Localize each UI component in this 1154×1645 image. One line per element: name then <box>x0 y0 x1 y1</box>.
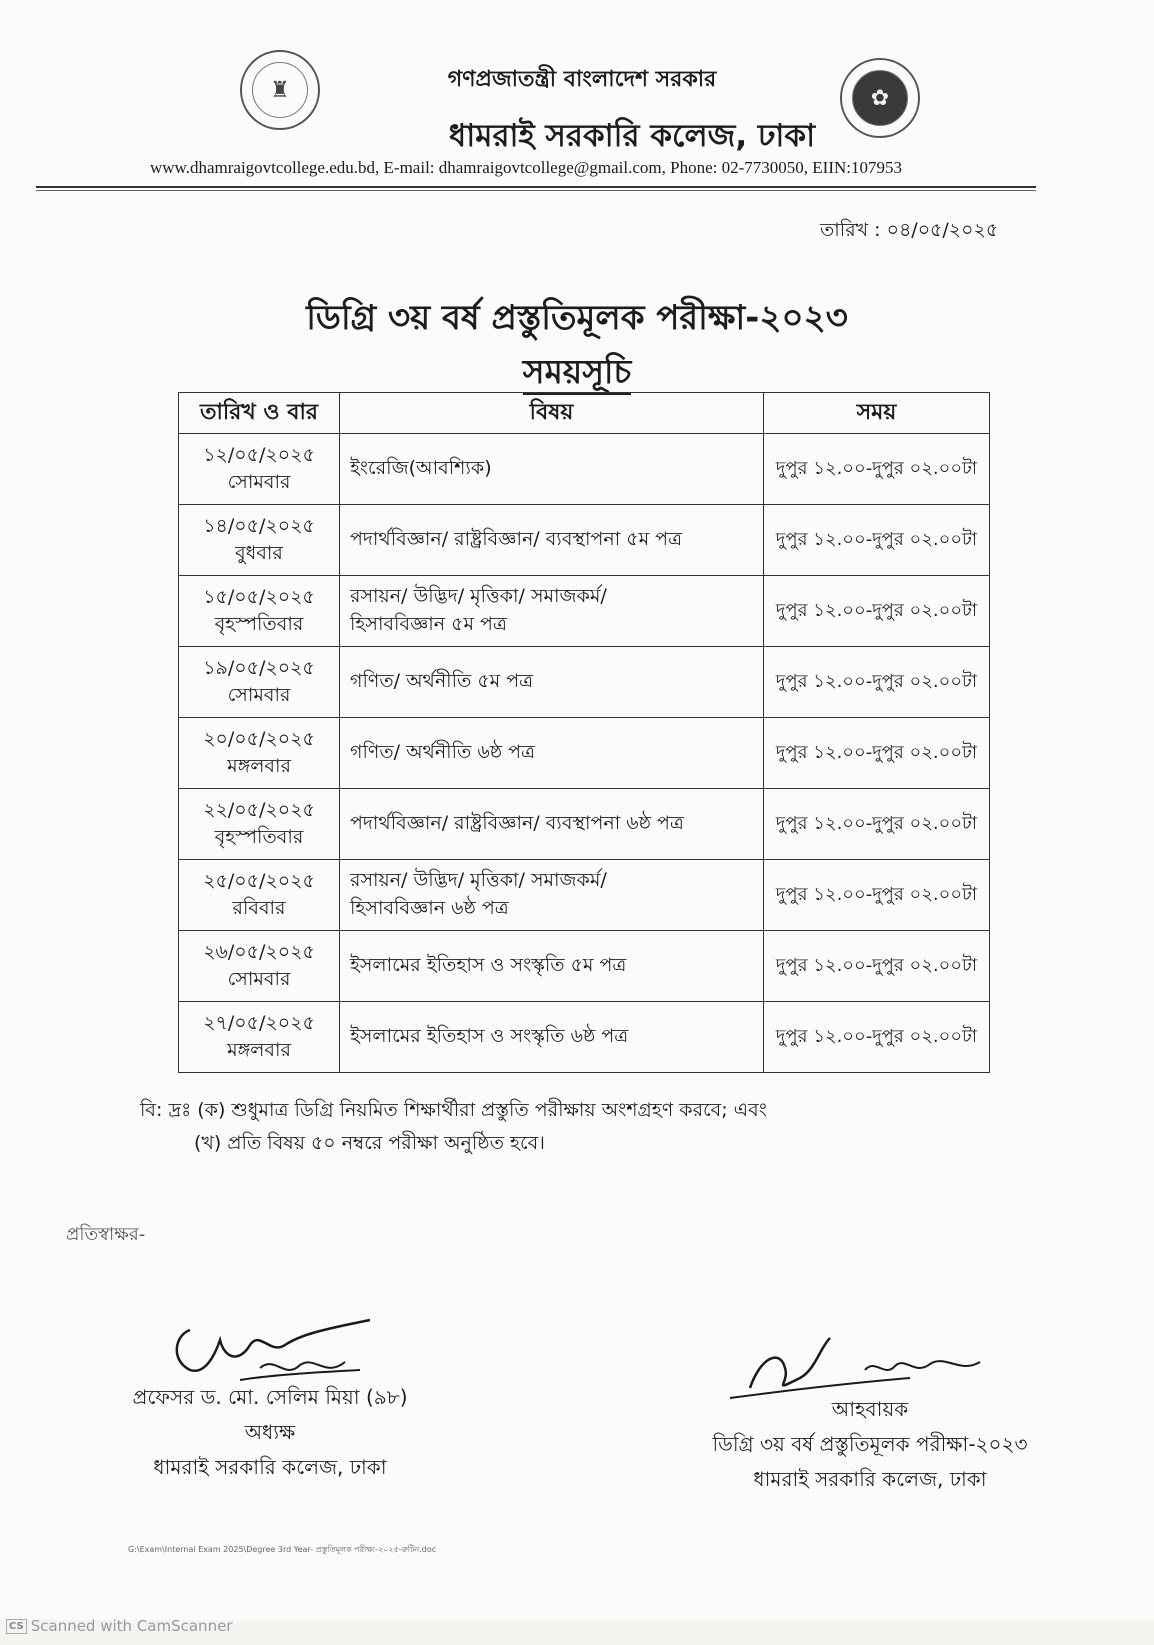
issue-date: তারিখ : ০৪/০৫/২০২৫ <box>820 219 999 241</box>
subject-cell: গণিত/ অর্থনীতি ৬ষ্ঠ পত্র <box>340 718 764 789</box>
subject-cell: ইংরেজি(আবশ্যিক) <box>340 434 764 505</box>
contact-line: www.dhamraigovtcollege.edu.bd, E-mail: dhamraigovtcollege@gmail.com, Phone: 02-7730050, EIIN:107953 <box>150 158 902 177</box>
date-cell: ২৫/০৫/২০২৫ রবিবার <box>179 860 340 931</box>
notes <box>140 1094 767 1161</box>
college-name: ধামরাই সরকারি কলেজ, ঢাকা <box>448 118 816 154</box>
camscanner-text: Scanned with CamScanner <box>30 1617 233 1635</box>
note-line-1: বি: দ্রঃ (ক) শুধুমাত্র ডিগ্রি নিয়মিত শিক্ষার্থীরা প্রস্তুতি পরীক্ষায় অংশগ্রহণ করবে; এবং <box>140 1099 767 1121</box>
subject-cell: রসায়ন/ উদ্ভিদ/ মৃত্তিকা/ সমাজকর্ম/ হিসাববিজ্ঞান ৫ম পত্র <box>340 576 764 647</box>
convener-signature-block <box>680 1392 1060 1497</box>
time-cell: দুপুর ১২.০০-দুপুর ০২.০০টা <box>764 860 990 931</box>
exam-title: ডিগ্রি ৩য় বর্ষ প্রস্তুতিমূলক পরীক্ষা-২০২৩ <box>306 298 848 338</box>
date-cell: ১২/০৫/২০২৫ সোমবার <box>179 434 340 505</box>
principal-org: ধামরাই সরকারি কলেজ, ঢাকা <box>153 1455 387 1479</box>
date-cell: ২০/০৫/২০২৫ মঙ্গলবার <box>179 718 340 789</box>
schedule-heading: সময়সূচি <box>0 346 1154 402</box>
table-row <box>179 860 990 931</box>
convener-title: আহবায়ক <box>831 1397 909 1421</box>
exam-schedule-table <box>178 392 990 1073</box>
principal-signature-block <box>80 1380 460 1485</box>
time-cell: দুপুর ১২.০০-দুপুর ০২.০০টা <box>764 647 990 718</box>
time-cell: দুপুর ১২.০০-দুপুর ০২.০০টা <box>764 434 990 505</box>
time-cell: দুপুর ১২.০০-দুপুর ০২.০০টা <box>764 505 990 576</box>
table-header-row <box>179 393 990 434</box>
camscanner-icon: CS <box>6 1619 27 1634</box>
table-row <box>179 505 990 576</box>
subject-cell: ইসলামের ইতিহাস ও সংস্কৃতি ৫ম পত্র <box>340 931 764 1002</box>
principal-signature <box>120 1300 420 1390</box>
table-row <box>179 576 990 647</box>
time-cell: দুপুর ১২.০০-দুপুর ০২.০০টা <box>764 576 990 647</box>
table-row <box>179 434 990 505</box>
table-row <box>179 647 990 718</box>
col-header-date: তারিখ ও বার <box>179 393 340 434</box>
convener-org: ধামরাই সরকারি কলেজ, ঢাকা <box>753 1467 987 1491</box>
subject-cell: পদার্থবিজ্ঞান/ রাষ্ট্রবিজ্ঞান/ ব্যবস্থাপনা ৫ম পত্র <box>340 505 764 576</box>
subject-cell: রসায়ন/ উদ্ভিদ/ মৃত্তিকা/ সমাজকর্ম/ হিসাববিজ্ঞান ৬ষ্ঠ পত্র <box>340 860 764 931</box>
time-cell: দুপুর ১২.০০-দুপুর ০২.০০টা <box>764 1002 990 1073</box>
file-path-footer: G:\Exam\Internal Exam 2025\Degree 3rd Year- প্রস্তুতিমূলক পরীক্ষা-২০২৫-রুটিন.doc <box>128 1545 437 1554</box>
government-name: গণপ্রজাতন্ত্রী বাংলাদেশ সরকার <box>447 67 717 92</box>
date-cell: ১৪/০৫/২০২৫ বুধবার <box>179 505 340 576</box>
table-row <box>179 718 990 789</box>
date-cell: ২৬/০৫/২০২৫ সোমবার <box>179 931 340 1002</box>
col-header-subject: বিষয় <box>340 393 764 434</box>
date-cell: ২৭/০৫/২০২৫ মঙ্গলবার <box>179 1002 340 1073</box>
subject-cell: ইসলামের ইতিহাস ও সংস্কৃতি ৬ষ্ঠ পত্র <box>340 1002 764 1073</box>
subject-cell: গণিত/ অর্থনীতি ৫ম পত্র <box>340 647 764 718</box>
torch-icon: ♜ <box>252 62 308 118</box>
table-row <box>179 931 990 1002</box>
camscanner-watermark <box>6 1617 232 1635</box>
note-line-2: (খ) প্রতি বিষয় ৫০ নম্বরে পরীক্ষা অনুষ্ঠিত হবে। <box>194 1132 545 1155</box>
date-cell: ১৫/০৫/২০২৫ বৃহস্পতিবার <box>179 576 340 647</box>
time-cell: দুপুর ১২.০০-দুপুর ০২.০০টা <box>764 931 990 1002</box>
bangladesh-map-icon: ✿ <box>852 70 908 126</box>
time-cell: দুপুর ১২.০০-দুপুর ০২.০০টা <box>764 789 990 860</box>
date-cell: ২২/০৫/২০২৫ বৃহস্পতিবার <box>179 789 340 860</box>
col-header-time: সময় <box>764 393 990 434</box>
subject-cell: পদার্থবিজ্ঞান/ রাষ্ট্রবিজ্ঞান/ ব্যবস্থাপনা ৬ষ্ঠ পত্র <box>340 789 764 860</box>
convener-exam: ডিগ্রি ৩য় বর্ষ প্রস্তুতিমূলক পরীক্ষা-২০২৩ <box>712 1432 1028 1456</box>
principal-title: অধ্যক্ষ <box>244 1420 296 1444</box>
table-row <box>179 1002 990 1073</box>
header-divider <box>36 186 1036 188</box>
principal-name: প্রফেসর ড. মো. সেলিম মিয়া (৯৮) <box>132 1385 408 1409</box>
table-row <box>179 789 990 860</box>
date-cell: ১৯/০৫/২০২৫ সোমবার <box>179 647 340 718</box>
countersign-label: প্রতিস্বাক্ষর- <box>66 1224 146 1245</box>
time-cell: দুপুর ১২.০০-দুপুর ০২.০০টা <box>764 718 990 789</box>
header-divider-thin <box>36 190 1036 191</box>
